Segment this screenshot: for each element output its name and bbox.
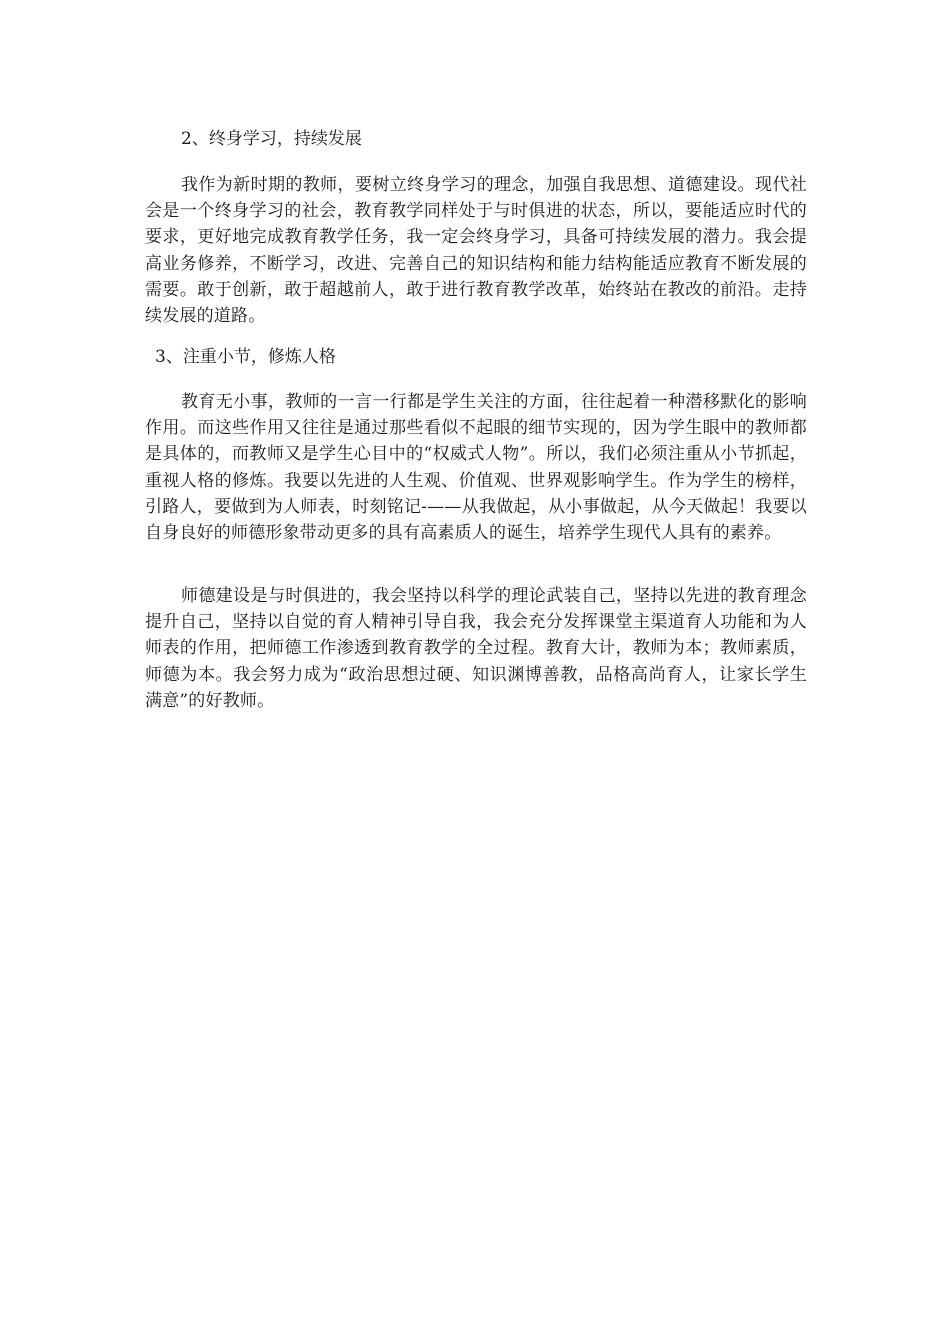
section-2-heading: 2、终身学习，持续发展 (181, 129, 362, 149)
section-3-paragraph: 教育无小事，教师的一言一行都是学生关注的方面，往往起着一种潜移默化的影响作用。而这些作用又往往是通过那些看似不起眼的细节实现的，因为学生眼中的教师都是具体的，而教师又是学生心目中的“权威式人物”。所以，我们必须注重从小节抓起，重视人格的修炼。我要以先进的人生观、价值观、世界观影响学生。作为学生的榜样，引路人，要做到为人师表，时刻铭记-——从我做起，从小事做起，从今天做起！我要以自身良好的师德形象带动更多的具有高素质人的诞生，培养学生现代人具有的素养。 (145, 392, 807, 544)
closing-paragraph: 师德建设是与时俱进的，我会坚持以科学的理论武装自己，坚持以先进的教育理念提升自己，坚持以自觉的育人精神引导自我，我会充分发挥课堂主渠道育人功能和为人师表的作用，把师德工作渗透到教育教学的全过程。教育大计，教师为本；教师素质，师德为本。我会努力成为“政治思想过硬、知识渊博善教，品格高尚育人，让家长学生满意”的好教师。 (145, 586, 807, 711)
section-3-heading: 3、注重小节，修炼人格 (155, 347, 336, 367)
section-2-paragraph: 我作为新时期的教师，要树立终身学习的理念，加强自我思想、道德建设。现代社会是一个终身学习的社会，教育教学同样处于与时俱进的状态，所以，要能适应时代的要求，更好地完成教育教学任务，我一定会终身学习，具备可持续发展的潜力。我会提高业务修养，不断学习，改进、完善自己的知识结构和能力结构能适应教育不断发展的需要。敢于创新，敢于超越前人，敢于进行教育教学改革，始终站在教改的前沿。走持续发展的道路。 (145, 175, 807, 327)
